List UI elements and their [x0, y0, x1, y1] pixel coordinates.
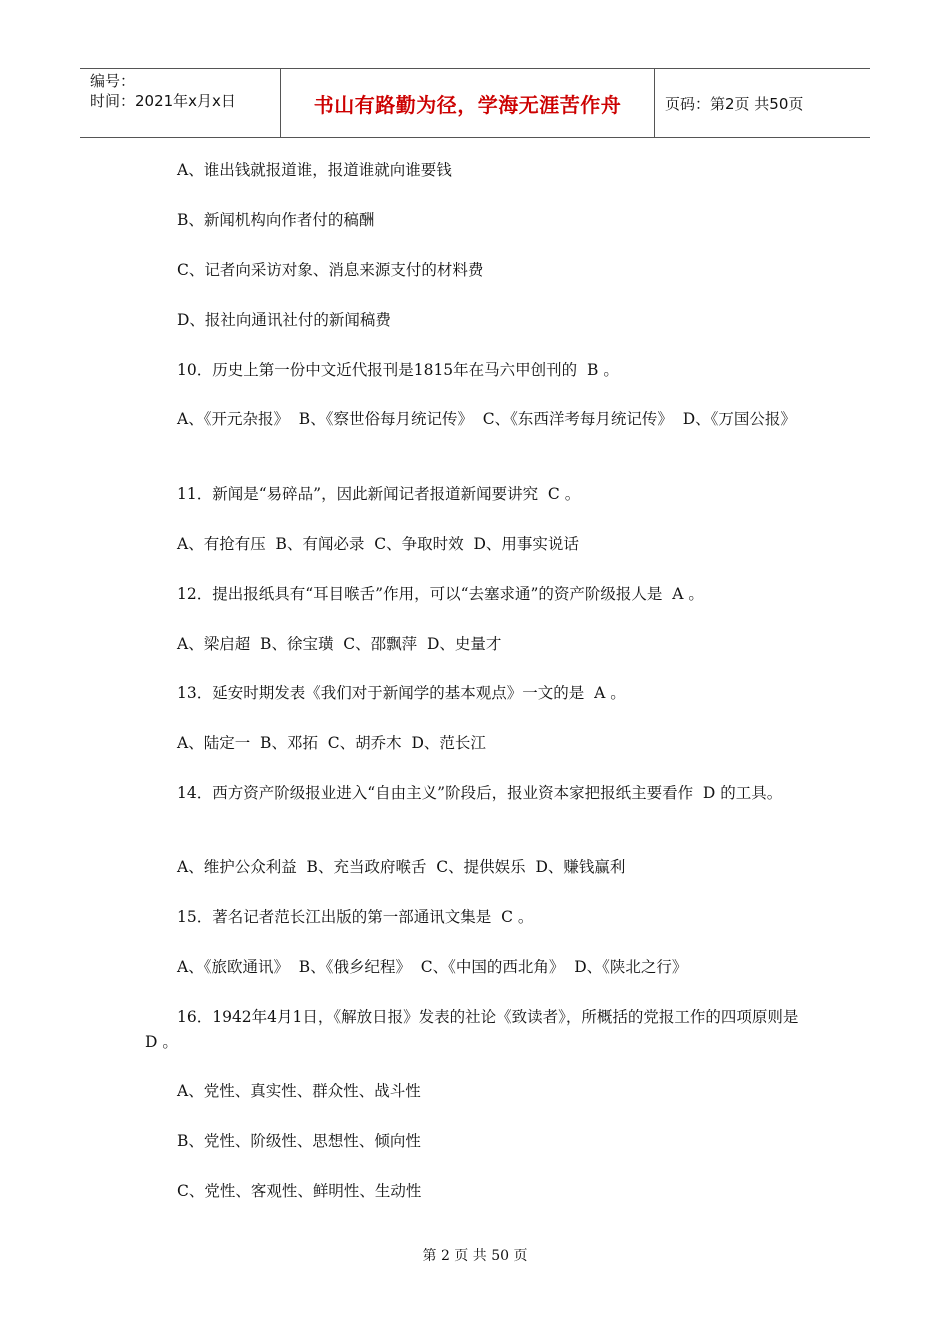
- option-paragraph: D、报社向通讯社付的新闻稿费: [177, 311, 391, 329]
- question-paragraph: 13．延安时期发表《我们对于新闻学的基本观点》一文的是 A 。: [177, 684, 626, 702]
- option-paragraph: C、记者向采访对象、消息来源支付的材料费: [177, 261, 484, 279]
- option-paragraph: A、梁启超 B、徐宝璜 C、邵飘萍 D、史量才: [177, 635, 502, 653]
- question-paragraph: 14．西方资产阶级报业进入“自由主义”阶段后，报业资本家把报纸主要看作 D 的工具。: [177, 784, 783, 802]
- question-paragraph: 12．提出报纸具有“耳目喉舌”作用，可以“去塞求通”的资产阶级报人是 A 。: [177, 585, 704, 603]
- option-paragraph: A、有抢有压 B、有闻必录 C、争取时效 D、用事实说话: [177, 535, 579, 553]
- option-paragraph: A、《开元杂报》 B、《察世俗每月统记传》 C、《东西洋考每月统记传》 D、《万国公报》: [177, 410, 796, 428]
- option-paragraph: A、《旅欧通讯》 B、《俄乡纪程》 C、《中国的西北角》 D、《陕北之行》: [177, 958, 688, 976]
- question-paragraph: 11．新闻是“易碎品”，因此新闻记者报道新闻要讲究 C 。: [177, 485, 581, 503]
- question-paragraph: 10．历史上第一份中文近代报刊是1815年在马六甲创刊的 B 。: [177, 361, 619, 379]
- option-paragraph: A、维护公众利益 B、充当政府喉舌 C、提供娱乐 D、赚钱赢利: [177, 858, 626, 876]
- serial-number-label: 编号：: [90, 72, 136, 90]
- question-paragraph: 15．著名记者范长江出版的第一部通讯文集是 C 。: [177, 908, 534, 926]
- option-paragraph: B、党性、阶级性、思想性、倾向性: [177, 1132, 421, 1150]
- page-footer: 第 2 页 共 50 页: [422, 1248, 528, 1264]
- page-header: [80, 68, 870, 138]
- option-paragraph: B、新闻机构向作者付的稿酬: [177, 211, 375, 229]
- option-paragraph: A、党性、真实性、群众性、战斗性: [177, 1082, 421, 1100]
- option-paragraph: A、陆定一 B、邓拓 C、胡乔木 D、范长江: [177, 734, 486, 752]
- header-motto: 书山有路勤为径，学海无涯苦作舟: [281, 69, 655, 137]
- header-meta: [80, 69, 281, 137]
- question-paragraph: 16．1942年4月1日，《解放日报》发表的社论《致读者》，所概括的党报工作的四项原则是 D 。: [145, 1008, 809, 1051]
- option-paragraph: A、谁出钱就报道谁，报道谁就向谁要钱: [177, 161, 452, 179]
- time-label: 时间：2021年x月x日: [90, 92, 236, 110]
- header-page-info: 页码：第2页 共50页: [665, 94, 804, 113]
- option-paragraph: C、党性、客观性、鲜明性、生动性: [177, 1182, 422, 1200]
